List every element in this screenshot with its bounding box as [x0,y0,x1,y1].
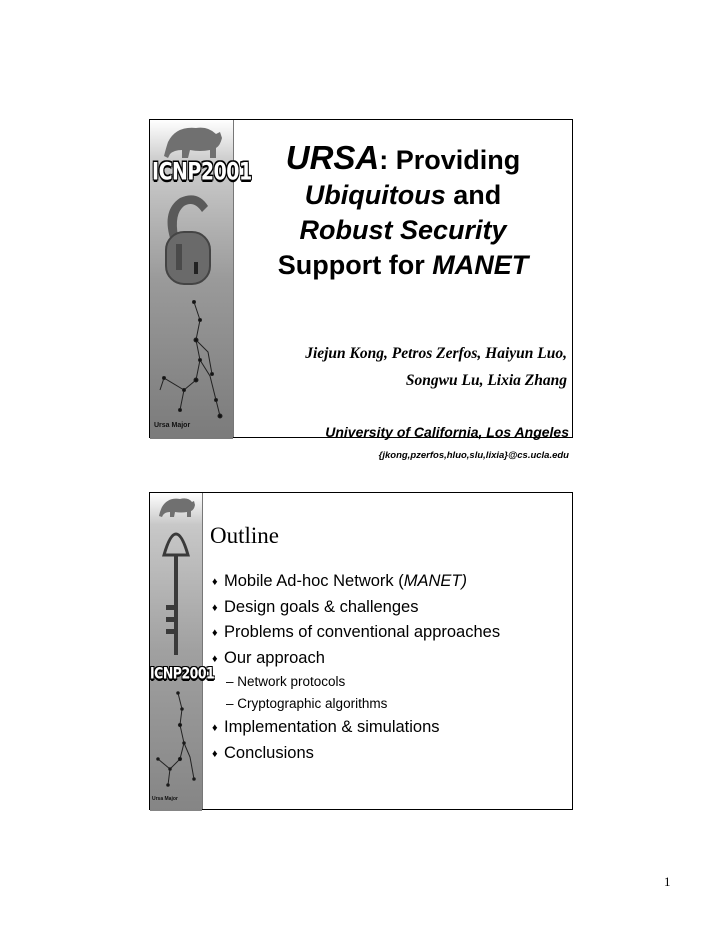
email-addresses: {jkong,pzerfos,hluo,slu,lixia}@cs.ucla.edu [378,450,569,461]
title-robust-security: Robust Security [299,215,507,245]
list-item [212,646,500,672]
constellation-label: Ursa Major [152,796,178,802]
list-item-text: Implementation & simulations [224,718,440,737]
list-item-text: Mobile Ad-hoc Network ( [224,572,404,590]
sub-list-item [212,671,500,693]
outline-title: Outline [210,523,279,548]
title-and: and [445,180,502,210]
diamond-bullet-icon: ♦ [212,652,218,665]
list-item-text: Conclusions [224,743,314,762]
title-line-3 [234,213,572,248]
list-item [212,741,500,767]
title-line-1 [234,140,572,178]
list-item-text: Design goals & challenges [224,597,419,616]
list-item-emphasis: MANET) [403,572,467,590]
slide-title [234,140,572,283]
list-item [212,569,500,595]
title-ursa: URSA [285,139,380,176]
outline-list [212,569,500,767]
title-line-2 [234,178,572,213]
diamond-bullet-icon: ♦ [212,627,218,640]
title-slide [149,119,573,461]
title-line-1-rest: : Providing [379,145,521,175]
title-slide-sidebar [150,120,252,437]
diamond-bullet-icon: ♦ [212,601,218,614]
diamond-bullet-icon: ♦ [212,747,218,760]
sub-list-item-text: – Network protocols [226,674,346,690]
list-item-text: Our approach [224,648,325,667]
outline-slide-sidebar [150,493,215,809]
list-item-text: Problems of conventional approaches [224,623,501,642]
list-item [212,595,500,621]
conference-logo: ICNP2001 [150,663,215,683]
sub-list-item-text: – Cryptographic algorithms [226,696,388,712]
list-item [212,715,500,741]
sub-list-item [212,693,500,715]
authors-line-1: Jiejun Kong, Petros Zerfos, Haiyun Luo, [305,345,567,362]
list-item [212,620,500,646]
page-number: 1 [664,874,671,889]
sidebar-artwork [150,493,202,811]
title-line-4 [234,248,572,283]
constellation-label: Ursa Major [154,422,191,429]
title-ubiquitous: Ubiquitous [304,180,446,210]
authors-line-2: Songwu Lu, Lixia Zhang [405,372,567,389]
outline-slide [149,492,573,810]
title-manet: MANET [432,250,529,280]
diamond-bullet-icon: ♦ [212,722,218,735]
diamond-bullet-icon: ♦ [212,576,218,588]
title-support-for: Support for [277,250,433,280]
university: University of California, Los Angeles [325,424,569,440]
conference-logo: ICNP2001 [152,158,252,186]
